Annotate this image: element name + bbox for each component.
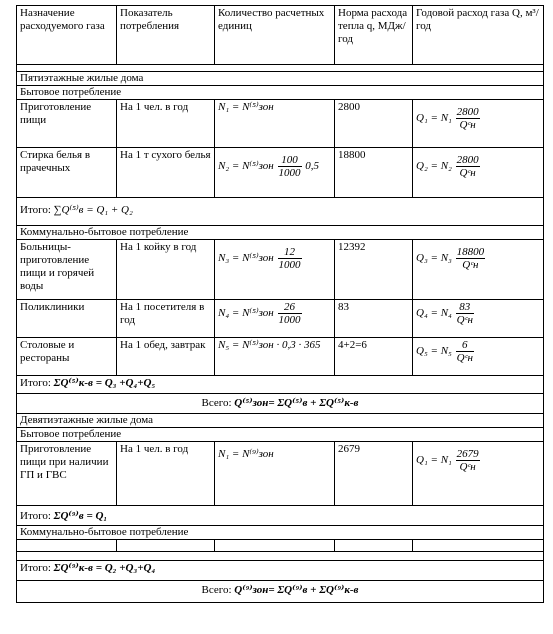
subsection-row [17, 226, 544, 240]
section-row [17, 65, 544, 72]
table-row [17, 240, 544, 300]
empty-cell [117, 540, 215, 552]
row-norm: 2679 [335, 442, 413, 506]
fraction-denominator: Qᶜн [456, 314, 473, 326]
fraction [278, 301, 302, 326]
section-row [17, 72, 544, 86]
fraction [278, 246, 302, 271]
fraction [278, 154, 302, 179]
fraction [456, 106, 480, 131]
fraction [456, 339, 474, 364]
grand-total-label: Всего: [201, 397, 232, 409]
gas-formula [413, 442, 544, 506]
header-purpose: Назначение расходуемого газа [17, 6, 117, 65]
fraction-denominator: Qᶜн [459, 167, 476, 179]
total-cell [17, 561, 544, 581]
grand-total-formula: Q⁽⁵⁾зон= ΣQ⁽⁵⁾в + ΣQ⁽⁵⁾к-в [234, 397, 359, 409]
row-norm: 2800 [335, 100, 413, 148]
row-indicator: На 1 посетителя в год [117, 300, 215, 338]
row-indicator: На 1 койку в год [117, 240, 215, 300]
gas-formula [413, 148, 544, 198]
fraction-denominator: 1000 [278, 167, 301, 179]
formula-lhs: Q₁ = N₁ [416, 112, 452, 125]
spacer-row [17, 552, 544, 561]
empty-cell [335, 540, 413, 552]
subsection-row [17, 428, 544, 442]
total-label: Итого: [20, 510, 51, 522]
grand-total-formula: Q⁽⁹⁾зон= ΣQ⁽⁹⁾в + ΣQ⁽⁹⁾к-в [234, 584, 359, 596]
total-label: Итого: [20, 377, 51, 389]
total-formula: ΣQ⁽⁵⁾к-в = Q₃ +Q₄+Q₅ [53, 377, 156, 389]
subsection-title: Коммунально-бытовое потребление [17, 226, 544, 240]
header-row [17, 6, 544, 65]
total-cell [17, 198, 544, 226]
grand-total-label: Всего: [201, 584, 232, 596]
fraction-numerator: 6 [456, 339, 474, 352]
units-formula [215, 148, 335, 198]
formula-lhs: Q₅ = N₅ [416, 345, 452, 358]
fraction [456, 301, 474, 326]
table-row [17, 442, 544, 506]
formula-lhs: Q₃ = N₃ [416, 252, 452, 265]
formula-lhs: Q₁ = N₁ [416, 454, 452, 467]
formula-lhs: Q₂ = N₂ [416, 160, 452, 173]
grand-total-cell [17, 581, 544, 603]
row-norm: 12392 [335, 240, 413, 300]
empty-cell [17, 540, 117, 552]
subsection-title: Коммунально-бытовое потребление [17, 526, 544, 540]
units-formula: N₅ = N⁽⁵⁾зон · 0,3 · 365 [215, 338, 335, 376]
row-indicator: На 1 т сухого белья [117, 148, 215, 198]
formula-lhs: Q₄ = N₄ [416, 307, 452, 320]
total-cell [17, 506, 544, 526]
grand-total-cell [17, 394, 544, 414]
fraction-denominator: 1000 [278, 314, 301, 326]
grand-total-row [17, 394, 544, 414]
empty-row [17, 540, 544, 552]
total-label: Итого: [20, 562, 51, 574]
header-annual-gas: Годовой расход газа Q, м³/год [413, 6, 544, 65]
fraction-numerator: 26 [278, 301, 302, 314]
total-row [17, 561, 544, 581]
subsection-title: Бытовое потребление [17, 86, 544, 100]
total-cell [17, 376, 544, 394]
gas-formula [413, 100, 544, 148]
section-title: Девятиэтажные жилые дома [17, 414, 544, 428]
total-label: Итого: [20, 204, 51, 216]
header-norm: Норма расхода тепла q, МДж/год [335, 6, 413, 65]
fraction-numerator: 2679 [456, 448, 479, 460]
row-norm: 4+2=6 [335, 338, 413, 376]
fraction [456, 246, 486, 271]
fraction-denominator: Qᶜн [459, 119, 476, 131]
total-formula: ∑Q⁽⁵⁾в = Q₁ + Q₂ [53, 204, 133, 216]
formula-tail: 0,5 [305, 160, 320, 173]
formula-lhs: N₄ = N⁽⁵⁾зон [218, 307, 274, 320]
empty-cell [413, 540, 544, 552]
row-norm: 83 [335, 300, 413, 338]
fraction-numerator: 2800 [456, 106, 479, 118]
fraction [456, 154, 480, 179]
row-name: Стирка белья в прачечных [17, 148, 117, 198]
fraction-numerator: 100 [278, 154, 302, 167]
gas-formula [413, 300, 544, 338]
subsection-row [17, 86, 544, 100]
header-units: Количество расчетных единиц [215, 6, 335, 65]
fraction-numerator: 18800 [456, 246, 485, 258]
fraction-numerator: 2800 [456, 154, 479, 166]
row-norm: 18800 [335, 148, 413, 198]
units-formula: N₁ = N⁽⁹⁾зон [215, 442, 335, 506]
gas-consumption-table [16, 5, 544, 603]
fraction-denominator: Qᶜн [459, 461, 476, 473]
section-row [17, 414, 544, 428]
row-indicator: На 1 чел. в год [117, 100, 215, 148]
row-name: Поликлиники [17, 300, 117, 338]
formula-lhs: N₂ = N⁽⁵⁾зон [218, 160, 274, 173]
table-row [17, 338, 544, 376]
fraction-denominator: Qᶜн [456, 352, 473, 364]
formula-lhs: N₃ = N⁽⁵⁾зон [218, 252, 274, 265]
spacer [17, 65, 544, 72]
fraction-denominator: 1000 [278, 259, 301, 271]
gas-formula [413, 338, 544, 376]
empty-cell [215, 540, 335, 552]
total-formula: ΣQ⁽⁹⁾к-в = Q₂ +Q₃+Q₄ [53, 562, 156, 574]
total-row [17, 376, 544, 394]
fraction-numerator: 83 [456, 301, 474, 314]
row-indicator: На 1 обед, завтрак [117, 338, 215, 376]
total-row [17, 198, 544, 226]
fraction-numerator: 12 [278, 246, 302, 259]
units-formula [215, 300, 335, 338]
table-row [17, 148, 544, 198]
section-title: Пятиэтажные жилые дома [17, 72, 544, 86]
grand-total-row [17, 581, 544, 603]
total-formula: ΣQ⁽⁹⁾в = Q₁ [53, 510, 108, 522]
spacer [17, 552, 544, 561]
subsection-title: Бытовое потребление [17, 428, 544, 442]
row-name: Столовые и рестораны [17, 338, 117, 376]
units-formula [215, 240, 335, 300]
fraction-denominator: Qᶜн [462, 259, 479, 271]
total-row [17, 506, 544, 526]
units-formula: N₁ = N⁽⁵⁾зон [215, 100, 335, 148]
table-row [17, 300, 544, 338]
row-name: Приготовление пищи [17, 100, 117, 148]
gas-formula [413, 240, 544, 300]
table-row [17, 100, 544, 148]
row-indicator: На 1 чел. в год [117, 442, 215, 506]
header-indicator: Показатель потребления [117, 6, 215, 65]
fraction [456, 448, 480, 473]
row-name: Больницы- приготовление пищи и горячей воды [17, 240, 117, 300]
subsection-row [17, 526, 544, 540]
row-name: Приготовление пищи при наличии ГП и ГВС [17, 442, 117, 506]
